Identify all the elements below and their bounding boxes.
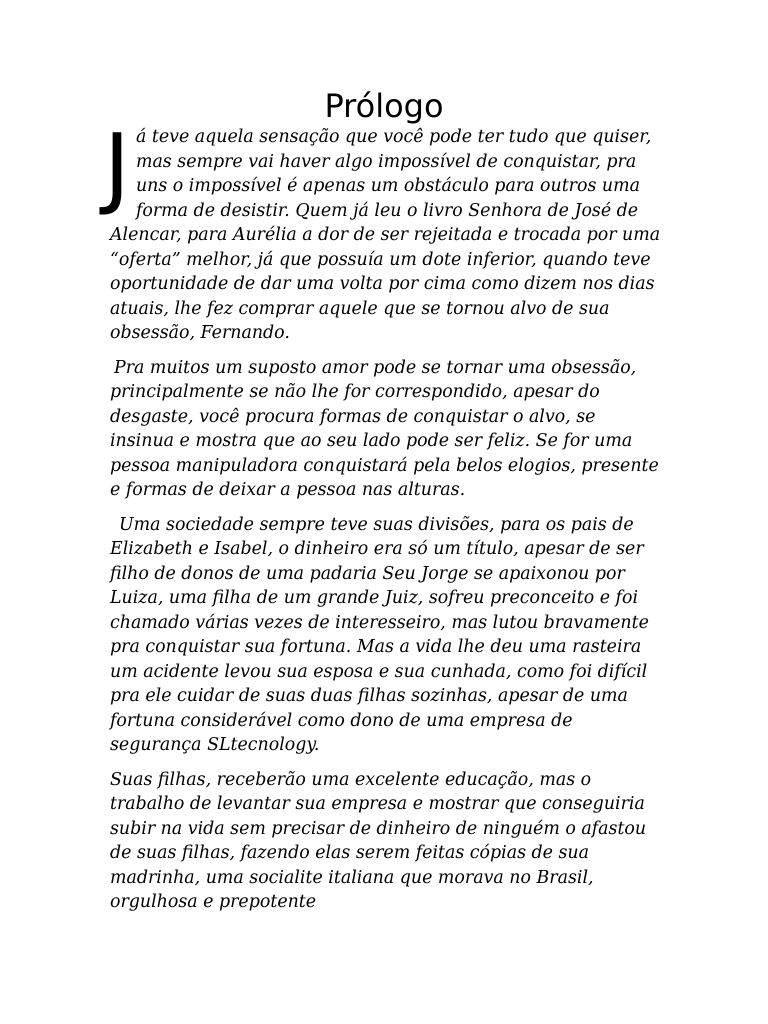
document-body	[104, 115, 662, 925]
drop-cap-letter: J	[104, 115, 130, 218]
paragraph-4: Suas filhas, receberão uma excelente educação, mas o trabalho de levantar sua empresa e mostrar que conseguiria subir na vida sem precisar de dinheiro de ninguém o afastou de suas filhas, fazendo elas serem feitas cópias de sua madrinha, uma socialite italiana que morava no Brasil, orgulhosa e prepotente	[110, 769, 647, 912]
paragraph-1	[104, 115, 662, 346]
paragraph-1-text: á teve aquela sensação que você pode ter tudo que quiser, mas sempre vai haver algo impossível de conquistar, pra uns o impossível é apenas um obstáculo para outros uma forma de desistir. Quem já leu o livro Senhora de José de Alencar, para Aurélia a dor de ser rejeitada e trocada por uma “oferta” melhor, já que possuía um dote inferior, quando teve oportunidade de dar uma volta por cima como dizem nos dias atuais, lhe fez comprar aquele que se tornou alvo de sua obsessão, Fernando.	[110, 127, 661, 343]
paragraph-3: Uma sociedade sempre teve suas divisões, para os pais de Elizabeth e Isabel, o dinheiro era só um título, apesar de ser filho de donos de uma padaria Seu Jorge se apaixonou por Luiza, uma filha de um grande Juiz, sofreu preconceito e foi chamado várias vezes de interesseiro, mas lutou bravamente pra conquistar sua fortuna. Mas a vida lhe deu uma rasteira um acidente levou sua esposa e sua cunhada, como foi difícil pra ele cuidar de suas duas filhas sozinhas, apesar de uma fortuna considerável como dono de uma empresa de segurança SLtecnology.	[110, 514, 649, 755]
page-title: Prólogo	[324, 87, 444, 125]
paragraph-2: Pra muitos um suposto amor pode se tornar uma obsessão, principalmente se não lhe for correspondido, apesar do desgaste, você procura formas de conquistar o alvo, se insinua e mostra que ao seu lado pode ser feliz. Se for uma pessoa manipuladora conquistará pela belos elogios, presente e formas de deixar a pessoa nas alturas.	[110, 357, 659, 500]
